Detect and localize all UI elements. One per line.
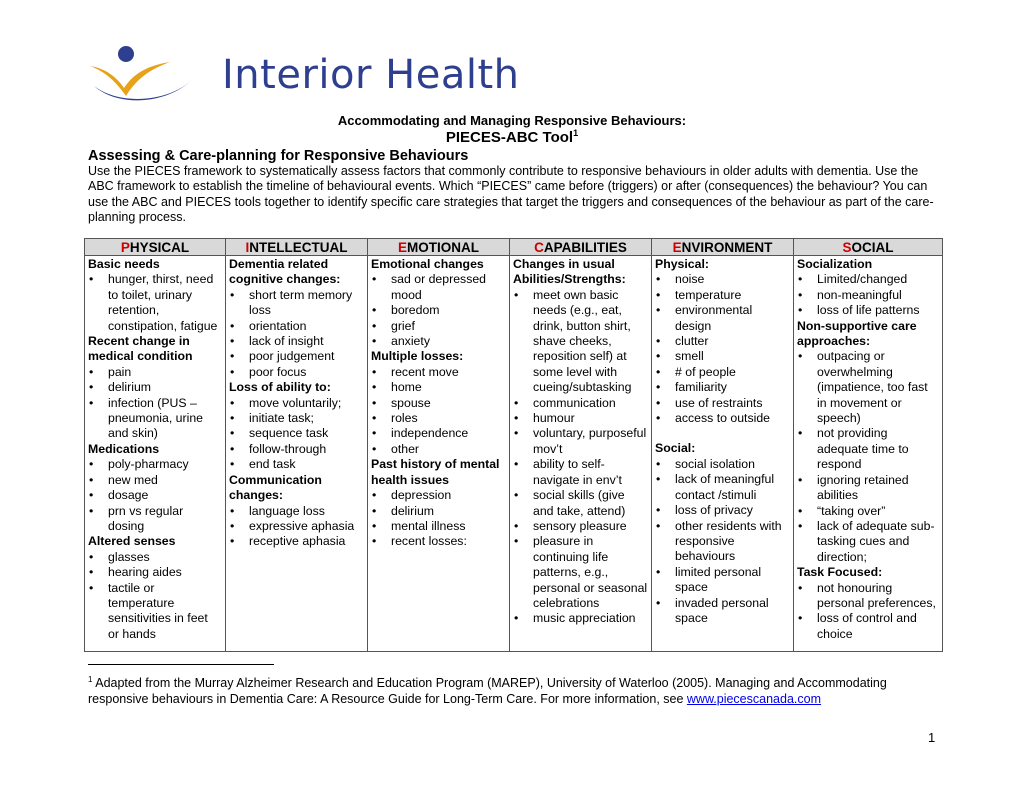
subheading: Loss of ability to: [229, 380, 331, 395]
list-item: • hearing aides [88, 565, 222, 580]
list-item: • social skills (give and take, attend) [513, 488, 648, 519]
list-item: • environmental design [655, 303, 790, 334]
list-item: • pleasure in continuing life patterns, e.g., personal or seasonal celebrations [513, 534, 648, 611]
list-item: • initiate task; [229, 411, 364, 426]
section-heading: Assessing & Care-planning for Responsive Behaviours [88, 148, 469, 164]
list-item: • lack of meaningful contact /stimuli [655, 472, 790, 503]
list-item: • orientation [229, 319, 364, 334]
col-header-social: SOCIAL [794, 239, 943, 256]
list-item: • loss of control and choice [797, 611, 939, 642]
list-item: • not providing adequate time to respond [797, 426, 939, 472]
list-item: • receptive aphasia [229, 534, 364, 549]
list-item: • mental illness [371, 519, 506, 534]
intro-paragraph: Use the PIECES framework to systematically assess factors that commonly contribute to responsive behaviours in older adults with dementia. Use the ABC framework to establish the timeline of behavioural events. Which “PIECES” came before (triggers) or after (consequences) the behaviour? You can use the ABC and PIECES tools together to identify specific care strategies that target the triggers and consequences of the behaviour as part of the care-planning process. [88, 164, 934, 224]
list-item: • poor judgement [229, 349, 364, 364]
list-item: • roles [371, 411, 506, 426]
list-item: • non-meaningful [797, 288, 939, 303]
list-item: • “taking over” [797, 504, 939, 519]
list-item: • sequence task [229, 426, 364, 441]
pieces-table [84, 238, 943, 652]
footnote: $^1$ Adapted from the Murray Alzheimer Research and Education Program (MAREP), University of Waterloo (2005). Managing and Accommodating responsive behaviours in Dementia Care: A Resource Guide for Long-Term Care. For more information, see www.piecescanada.com [88, 675, 887, 706]
list-item: • familiarity [655, 380, 790, 395]
col-header-emotional: EMOTIONAL [368, 239, 510, 256]
subheading: Task Focused: [797, 565, 883, 580]
list-item: • limited personal space [655, 565, 790, 596]
logo-text: Interior Health [222, 52, 520, 98]
list-item: • grief [371, 319, 506, 334]
list-item: • boredom [371, 303, 506, 318]
subheading: Emotional changes [371, 257, 484, 271]
list-item: • temperature [655, 288, 790, 303]
table-body-row [85, 256, 943, 652]
list-item: • end task [229, 457, 364, 472]
list-item: • ignoring retained abilities [797, 473, 939, 504]
list-item: • lack of insight [229, 334, 364, 349]
col-header-environment: ENVIRONMENT [652, 239, 794, 256]
pieces-canada-link[interactable]: www.piecescanada.com [686, 691, 821, 706]
cell-environment [652, 256, 794, 652]
list-item: • follow-through [229, 442, 364, 457]
cell-capabilities [510, 256, 652, 652]
subheading: Socialization [797, 257, 873, 271]
list-item: • communication [513, 396, 648, 411]
subheading: Non-supportive care approaches: [797, 318, 917, 349]
list-item: • sad or depressed mood [371, 272, 506, 303]
list-item: • smell [655, 349, 790, 364]
list-item: • voluntary, purposeful mov’t [513, 426, 648, 457]
subheading: Changes in usual Abilities/Strengths: [513, 257, 626, 287]
subheading: Multiple losses: [371, 349, 464, 364]
list-item: • invaded personal space [655, 596, 790, 627]
subheading: Dementia related cognitive changes: [229, 257, 341, 287]
list-item: • music appreciation [513, 611, 648, 626]
list-item: • outpacing or overwhelming (impatience, too fast in movement or speech) [797, 349, 939, 426]
subheading: Past history of mental health issues [371, 457, 500, 487]
list-item: • use of restraints [655, 396, 790, 411]
list-item: • Limited/changed [797, 272, 939, 287]
list-item: • spouse [371, 396, 506, 411]
subheading: Physical: [655, 257, 709, 271]
list-item: • other residents with responsive behaviours [655, 519, 790, 565]
list-item: • move voluntarily; [229, 396, 364, 411]
col-header-physical: PHYSICAL [85, 239, 226, 256]
list-item: • not honouring personal preferences, [797, 581, 939, 612]
cell-emotional [368, 256, 510, 652]
table-header-row [85, 239, 943, 256]
list-item: • ability to self-navigate in env’t [513, 457, 648, 488]
col-header-capabilities: CAPABILITIES [510, 239, 652, 256]
list-item: • prn vs regular dosing [88, 504, 222, 535]
subheading: Social: [655, 441, 696, 456]
list-item: • clutter [655, 334, 790, 349]
list-item: • independence [371, 426, 506, 441]
list-item: • lack of adequate sub-tasking cues and direction; [797, 519, 939, 565]
cell-social [794, 256, 943, 652]
list-item: • poor focus [229, 365, 364, 380]
document-title: Accommodating and Managing Responsive Behaviours: [337, 113, 687, 128]
list-item: • loss of life patterns [797, 303, 939, 318]
list-item: • sensory pleasure [513, 519, 648, 534]
cell-physical [85, 256, 226, 652]
list-item: • language loss [229, 504, 364, 519]
list-item: • depression [371, 488, 506, 503]
list-item: • access to outside [655, 411, 790, 426]
document-subtitle: PIECES-ABC Tool$^1$ [445, 128, 579, 146]
list-item: • humour [513, 411, 648, 426]
list-item: • dosage [88, 488, 222, 503]
subheading: Medications [88, 441, 160, 456]
list-item: • recent move [371, 365, 506, 380]
list-item: • loss of privacy [655, 503, 790, 518]
subheading: Basic needs [88, 257, 160, 271]
list-item: • tactile or temperature sensitivities in feet or hands [88, 581, 222, 643]
subheading: Recent change in medical condition [88, 334, 193, 364]
list-item: • anxiety [371, 334, 506, 349]
list-item: • short term memory loss [229, 288, 364, 319]
list-item: • expressive aphasia [229, 519, 364, 534]
subheading: Communication changes: [229, 472, 322, 503]
list-item: • hunger, thirst, need to toilet, urinary retention, constipation, fatigue [88, 272, 222, 334]
list-item: • noise [655, 272, 790, 287]
list-item: • glasses [88, 550, 222, 565]
list-item: • recent losses: [371, 534, 506, 549]
list-item: • new med [88, 473, 222, 488]
page-number: 1 [928, 730, 936, 745]
cell-intellectual [226, 256, 368, 652]
subheading: Altered senses [88, 534, 176, 549]
list-item: • # of people [655, 365, 790, 380]
list-item: • infection (PUS – pneumonia, urine and skin) [88, 396, 222, 442]
footnote-divider [88, 664, 274, 665]
list-item: • social isolation [655, 457, 790, 472]
list-item: • meet own basic needs (e.g., eat, drink, button shirt, shave cheeks, reposition self) at some level with cueing/subtasking [513, 288, 648, 396]
list-item: • home [371, 380, 506, 395]
list-item: • delirium [88, 380, 222, 395]
list-item: • delirium [371, 504, 506, 519]
list-item: • other [371, 442, 506, 457]
col-header-intellectual: INTELLECTUAL [226, 239, 368, 256]
list-item: • poly-pharmacy [88, 457, 222, 472]
list-item: • pain [88, 365, 222, 380]
